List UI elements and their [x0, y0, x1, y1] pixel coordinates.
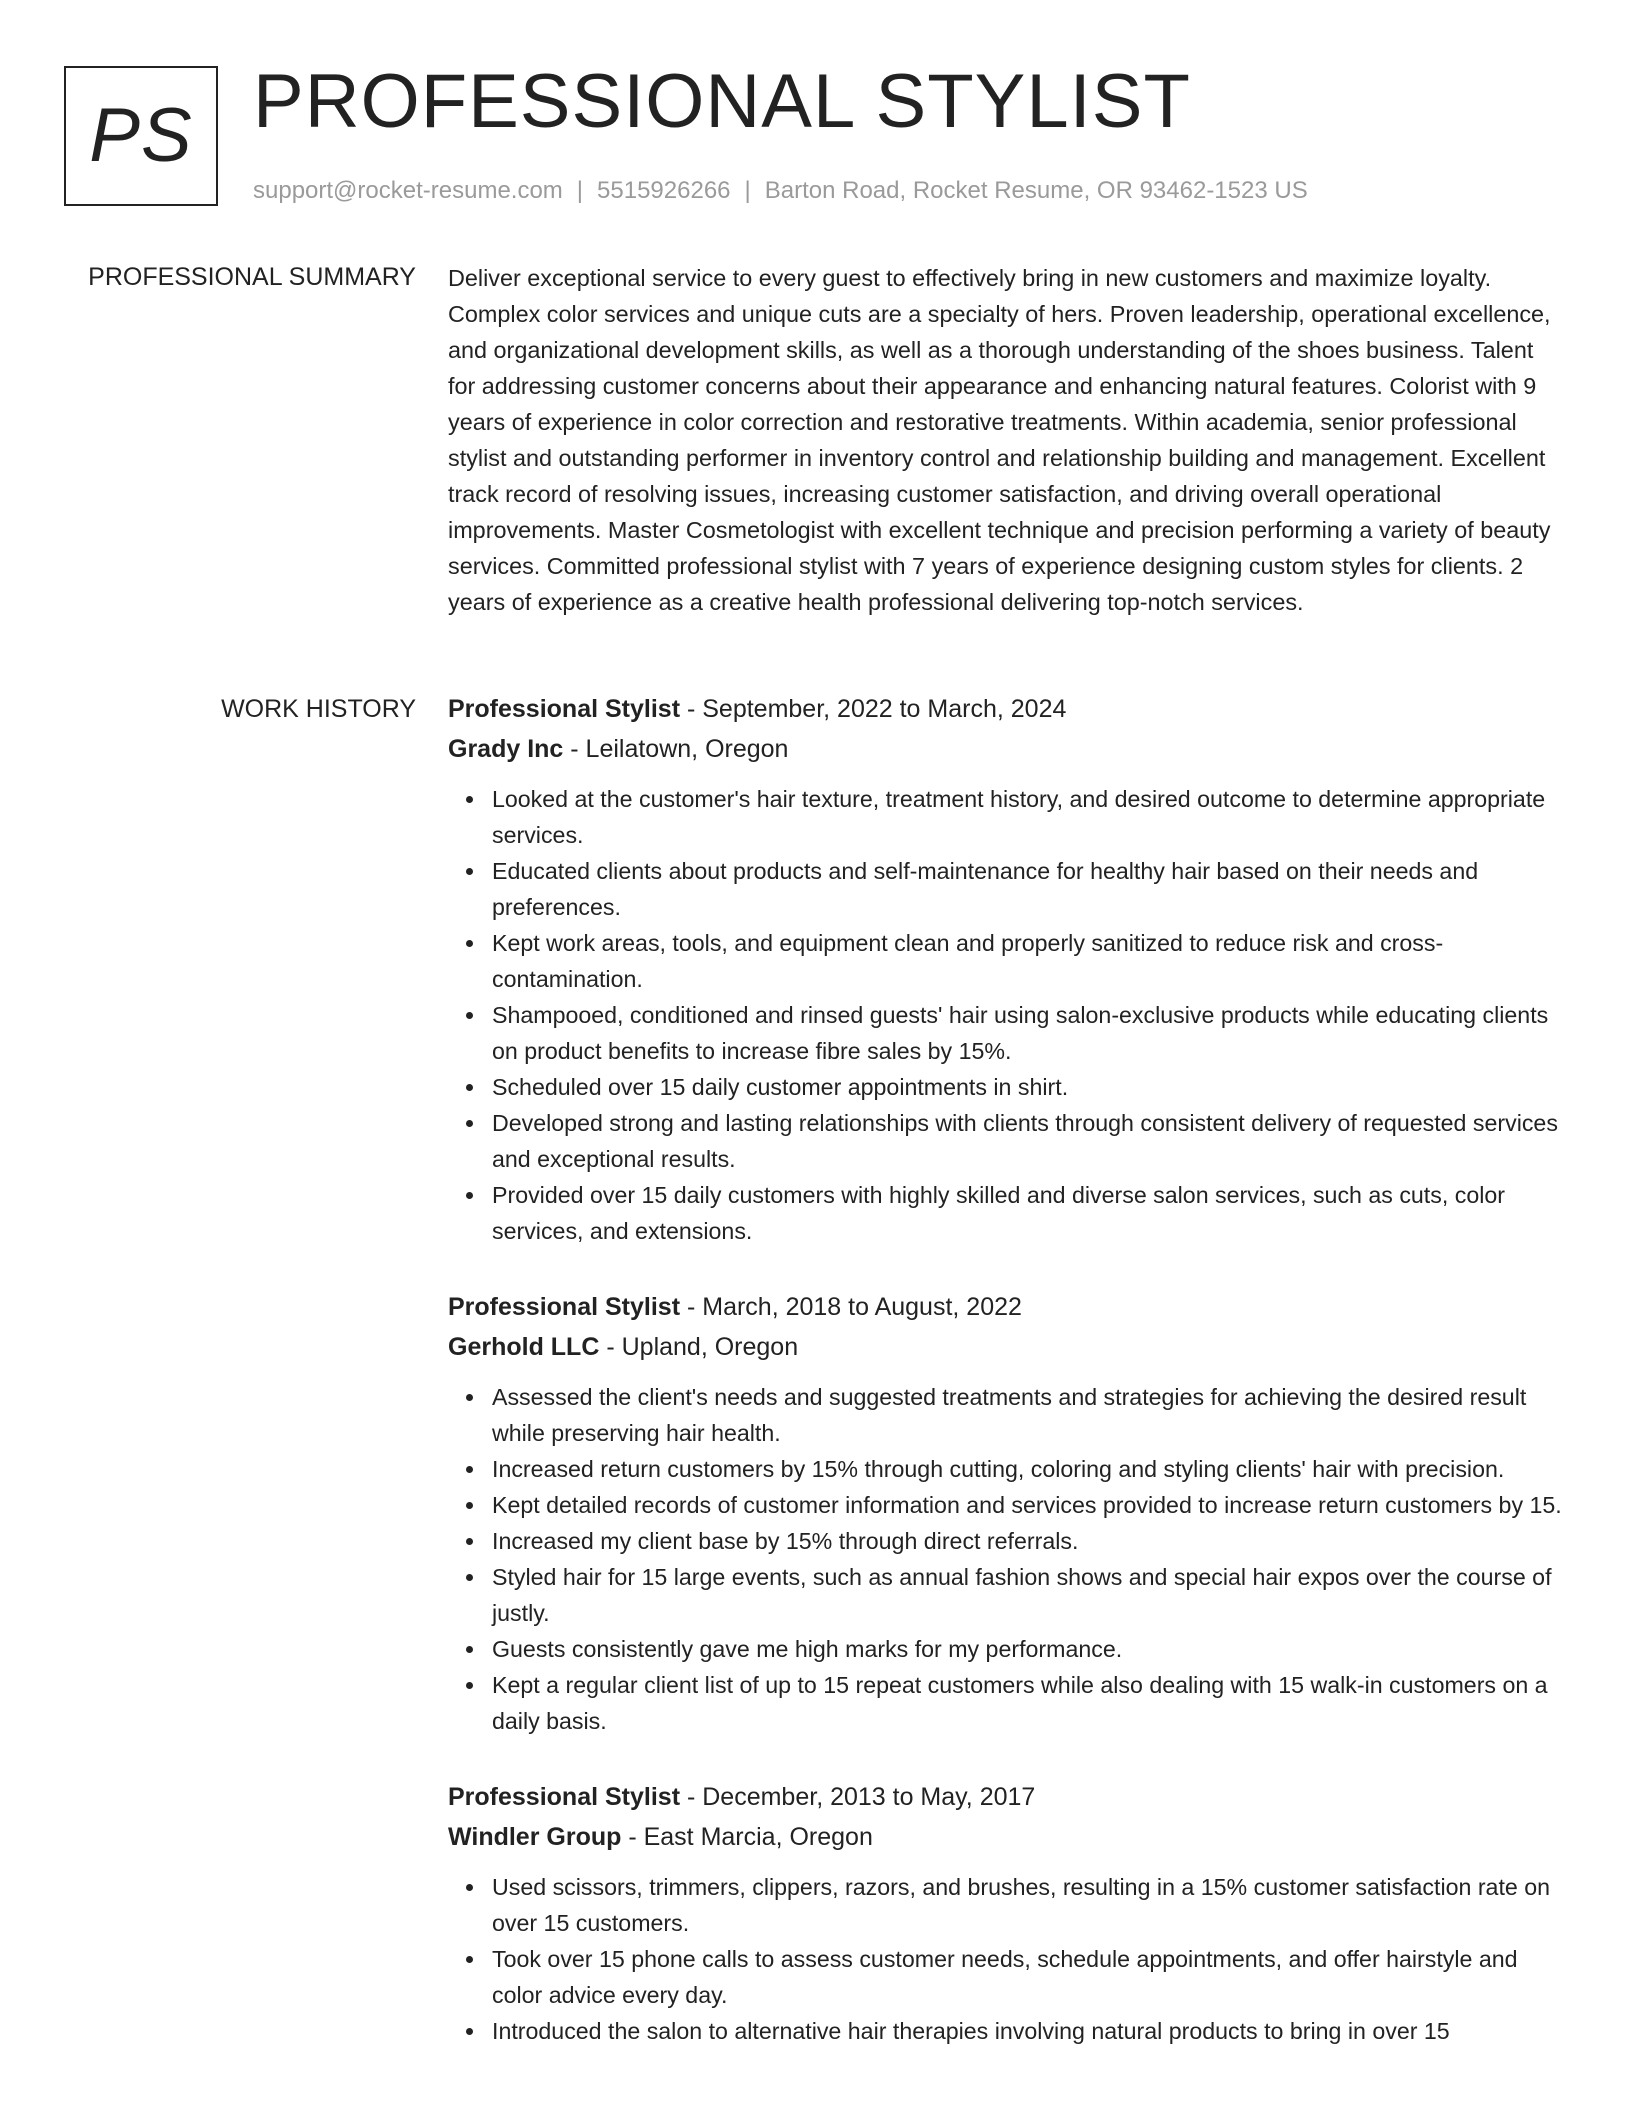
list-item: Used scissors, trimmers, clippers, razors, and brushes, resulting in a 15% customer satisfaction rate on over 15 customers.	[492, 1869, 1564, 1941]
list-item: Kept detailed records of customer information and services provided to increase return customers by 15.	[492, 1487, 1564, 1523]
list-item: Introduced the salon to alternative hair therapies involving natural products to bring in over 15	[492, 2013, 1564, 2049]
job-dates: - December, 2013 to May, 2017	[680, 1783, 1036, 1811]
summary-text: Deliver exceptional service to every guest to effectively bring in new customers and maximize loyalty. Complex color services and unique cuts are a specialty of hers. Proven leadership, operational excellence, and organizational development skills, as well as a thorough understanding of the shoes business. Talent for addressing customer concerns about their appearance and enhancing natural features. Colorist with 9 years of experience in color correction and restorative treatments. Within academia, senior professional stylist and outstanding performer in inventory control and relationship building and management. Excellent track record of resolving issues, increasing customer satisfaction, and driving overall operational improvements. Master Cosmetologist with excellent technique and precision performing a variety of beauty services. Committed professional stylist with 7 years of experience designing custom styles for clients. 2 years of experience as a creative health professional delivering top-notch services.	[448, 265, 1551, 615]
job-bullets	[448, 781, 1564, 1249]
list-item: Increased my client base by 15% through direct referrals.	[492, 1523, 1564, 1559]
list-item: Styled hair for 15 large events, such as annual fashion shows and special hair expos over the course of justly.	[492, 1559, 1564, 1631]
monogram-box	[64, 66, 218, 206]
list-item: Assessed the client's needs and suggested treatments and strategies for achieving the desired result while preserving hair health.	[492, 1379, 1564, 1451]
job-company-line	[448, 1817, 1564, 1857]
contact-phone: 5515926266	[597, 177, 731, 204]
list-item: Educated clients about products and self-maintenance for healthy hair based on their needs and preferences.	[492, 853, 1564, 925]
contact-line	[253, 174, 1308, 208]
job-company-line	[448, 1327, 1564, 1367]
list-item: Shampooed, conditioned and rinsed guests' hair using salon-exclusive products while educating clients on product benefits to increase fibre sales by 15%.	[492, 997, 1564, 1069]
list-item: Kept work areas, tools, and equipment clean and properly sanitized to reduce risk and cross-contamination.	[492, 925, 1564, 997]
job-location: - Leilatown, Oregon	[563, 735, 789, 763]
job-title-line	[448, 689, 1564, 729]
page-title: PROFESSIONAL STYLIST	[253, 59, 1191, 144]
list-item: Took over 15 phone calls to assess customer needs, schedule appointments, and offer hairstyle and color advice every day.	[492, 1941, 1564, 2013]
job-title-line	[448, 1287, 1564, 1327]
section-label-summary: PROFESSIONAL SUMMARY	[88, 263, 416, 291]
contact-email: support@rocket-resume.com	[253, 177, 563, 204]
list-item: Increased return customers by 15% through cutting, coloring and styling clients' hair with precision.	[492, 1451, 1564, 1487]
work-history-section	[448, 689, 1564, 2087]
job-bullets	[448, 1869, 1564, 2049]
job-company: Grady Inc	[448, 735, 564, 763]
job-title: Professional Stylist	[448, 1783, 681, 1811]
contact-address: Barton Road, Rocket Resume, OR 93462-1523 US	[764, 177, 1308, 204]
list-item: Provided over 15 daily customers with highly skilled and diverse salon services, such as cuts, color services, and extensions.	[492, 1177, 1564, 1249]
job-title: Professional Stylist	[448, 695, 681, 723]
job-company: Windler Group	[448, 1823, 622, 1851]
job-entry	[448, 689, 1564, 1249]
job-company: Gerhold LLC	[448, 1333, 600, 1361]
job-location: - East Marcia, Oregon	[621, 1823, 873, 1851]
contact-separator: |	[744, 177, 751, 204]
list-item: Developed strong and lasting relationships with clients through consistent delivery of requested services and exceptional results.	[492, 1105, 1564, 1177]
job-location: - Upland, Oregon	[599, 1333, 799, 1361]
list-item: Guests consistently gave me high marks for my performance.	[492, 1631, 1564, 1667]
job-title: Professional Stylist	[448, 1293, 681, 1321]
job-entry	[448, 1287, 1564, 1739]
list-item: Scheduled over 15 daily customer appointments in shirt.	[492, 1069, 1564, 1105]
job-bullets	[448, 1379, 1564, 1739]
section-label-work-history: WORK HISTORY	[221, 695, 416, 723]
job-title-line	[448, 1777, 1564, 1817]
job-company-line	[448, 729, 1564, 769]
summary-section	[448, 260, 1564, 620]
list-item: Kept a regular client list of up to 15 repeat customers while also dealing with 15 walk-in customers on a daily basis.	[492, 1667, 1564, 1739]
list-item: Looked at the customer's hair texture, treatment history, and desired outcome to determine appropriate services.	[492, 781, 1564, 853]
job-dates: - September, 2022 to March, 2024	[680, 695, 1067, 723]
job-entry	[448, 1777, 1564, 2049]
monogram-initials: PS	[89, 93, 193, 178]
job-dates: - March, 2018 to August, 2022	[680, 1293, 1022, 1321]
contact-separator: |	[576, 177, 584, 204]
